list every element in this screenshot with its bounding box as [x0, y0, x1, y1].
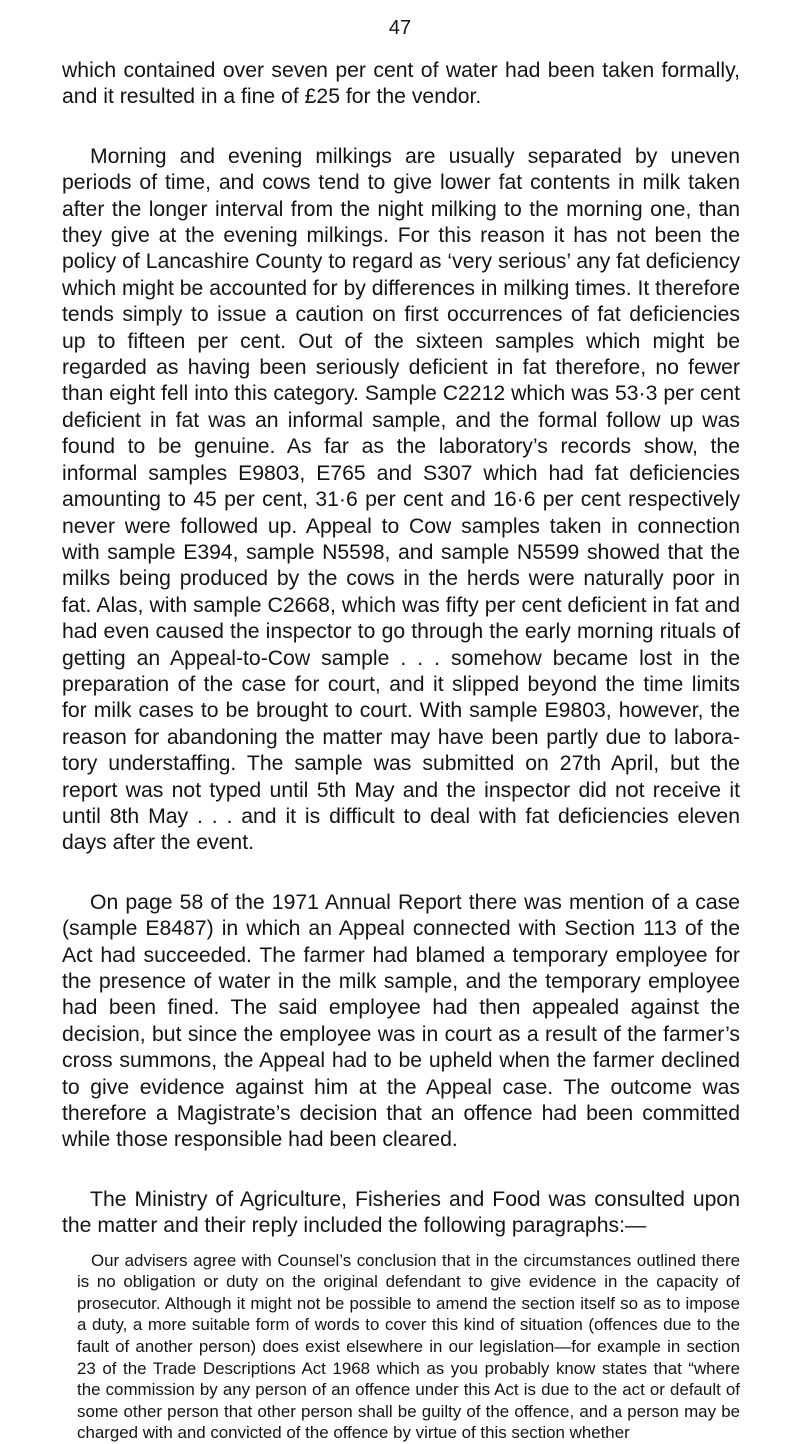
paragraph-continuation: which contained over seven per cent of water had been taken formally, and it resulted in a fine of £25 for the vendor.: [62, 59, 740, 109]
quoted-ministry-reply: Our advisers agree with Counsel’s conclusion that in the circumstances outlined there is no obligation or duty on the original defendant to give evidence in the capacity of prosecutor. Although it might not be possible to amend the section itself so as to impose a duty, a more suitable form of words to cover this kind of situation (offences due to the fault of another person) does exist elsewhere in our legislation—for example in section 23 of the Trade Descriptions Act 1968 which as you probably know states that “where the commission by any person of an offence under this Act is due to the act or default of some other person that other person shall be guilty of the offence, and a person may be charged with and convicted of the offence by virtue of this section whether: [77, 1250, 740, 1443]
body-text: [62, 58, 740, 1444]
page-number: 47: [388, 17, 412, 39]
paragraph-ministry-consulted: The Ministry of Agriculture, Fisheries and Food was consulted upon the matter and their reply included the following paragraphs:—: [62, 1187, 740, 1238]
paragraph-annual-report-appeal: On page 58 of the 1971 Annual Report there was mention of a case (sample E8487) in which an Appeal connected with Section 113 of the Act had succeeded. The farmer had blamed a temporary employee for the presence of water in the milk sample, and the temporary employee had been fined. The said employee had then appealed against the decision, but since the employee was in court as a result of the farmer’s cross summons, the Appeal had to be upheld when the farmer declined to give evidence against him at the Appeal case. The outcome was therefore a Magistrate’s decision that an offence had been committed while those responsible had been cleared.: [62, 890, 740, 1152]
paragraph-milking-times: Morning and evening milkings are usually separated by uneven periods of time, and cows tend to give lower fat contents in milk taken after the longer interval from the night milking to the morning one, than they give at the evening milkings. For this reason it has not been the policy of Lancashire County to regard as ‘very serious’ any fat deficiency which might be accounted for by differences in milking times. It therefore tends simply to issue a caution on first occurrences of fat deficiencies up to fifteen per cent. Out of the sixteen samples which might be regarded as having been seriously deficient in fat therefore, no fewer than eight fell into this category. Sample C2212 which was 53·3 per cent deficient in fat was an informal sample, and the formal follow up was found to be genuine. As far as the laboratory’s records show, the informal samples E9803, E765 and S307 which had fat deficiencies amounting to 45 per cent, 31·6 per cent and 16·6 per cent respectively never were followed up. Appeal to Cow samples taken in connection with sample E394, sample N5598, and sample N5599 showed that the milks being produced by the cows in the herds were naturally poor in fat. Alas, with sample C2668, which was fifty per cent deficient in fat and had even caused the inspector to go through the early morning rituals of getting an Appeal-to-Cow sample . . . somehow became lost in the preparation of the case for court, and it slipped beyond the time limits for milk cases to be brought to court. With sample E9803, however, the reason for abandoning the matter may have been partly due to labora-tory understaffing. The sample was submitted on 27th April, but the report was not typed until 5th May and the inspector did not receive it until 8th May . . . and it is difficult to deal with fat deficiencies eleven days after the event.: [62, 144, 740, 855]
